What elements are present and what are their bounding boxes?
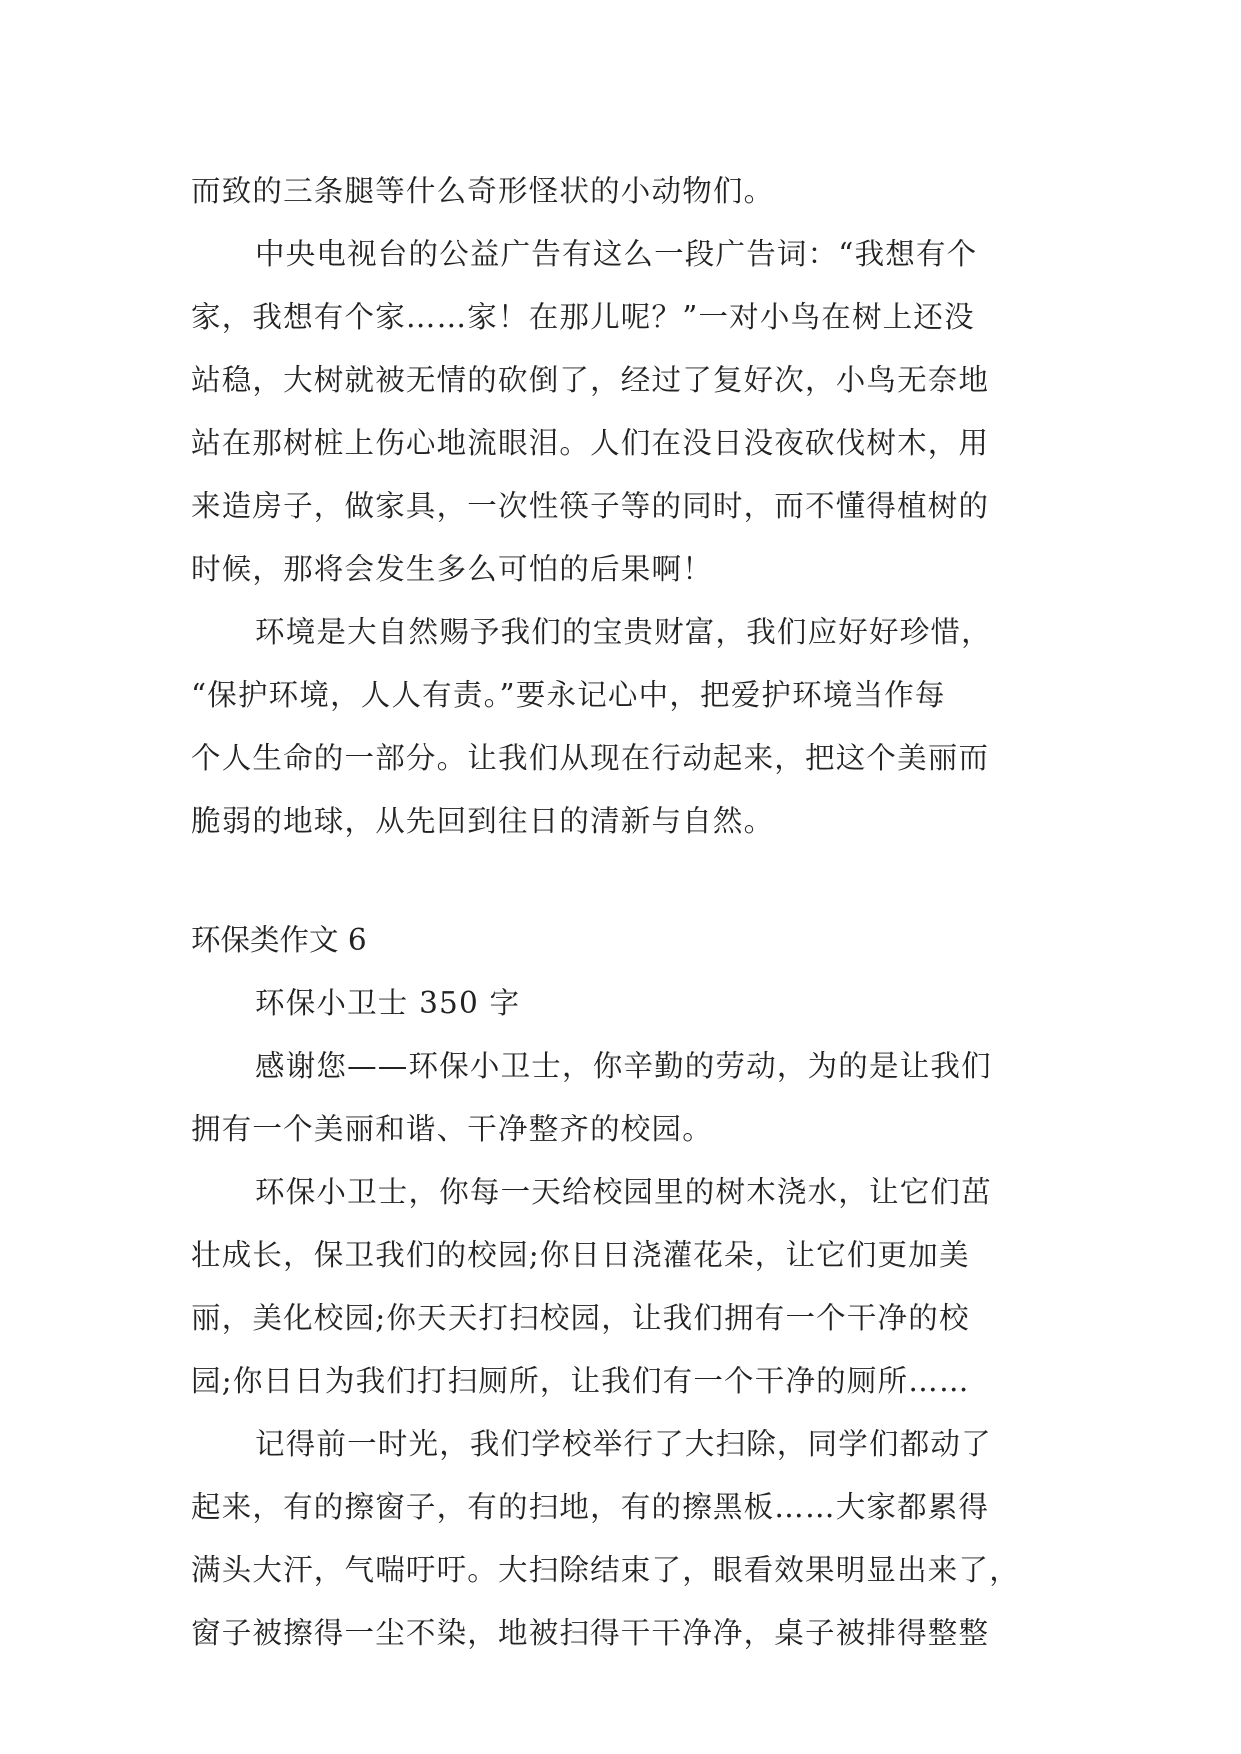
paragraph-line: 感谢您——环保小卫士，你辛勤的劳动，为的是让我们 bbox=[255, 1049, 992, 1083]
section-title: 环保类作文 6 bbox=[191, 923, 367, 957]
paragraph-line: 脆弱的地球，从先回到往日的清新与自然。 bbox=[191, 804, 775, 838]
paragraph-line: 站在那树桩上伤心地流眼泪。人们在没日没夜砍伐树木，用 bbox=[191, 426, 990, 460]
paragraph-line: 来造房子，做家具，一次性筷子等的同时，而不懂得植树的 bbox=[191, 489, 990, 523]
paragraph-line: 起来，有的擦窗子，有的扫地，有的擦黑板……大家都累得 bbox=[191, 1490, 990, 1524]
paragraph-line: 而致的三条腿等什么奇形怪状的小动物们。 bbox=[191, 174, 775, 208]
document-body bbox=[191, 160, 1051, 1665]
paragraph-line: 拥有一个美丽和谐、干净整齐的校园。 bbox=[191, 1112, 713, 1146]
paragraph-line: 家，我想有个家……家！在那儿呢？”一对小鸟在树上还没 bbox=[191, 300, 975, 334]
paragraph-line: 个人生命的一部分。让我们从现在行动起来，把这个美丽而 bbox=[191, 741, 990, 775]
paragraph-line: 时候，那将会发生多么可怕的后果啊！ bbox=[191, 552, 713, 586]
paragraph-line: 环保小卫士，你每一天给校园里的树木浇水，让它们茁 bbox=[255, 1175, 992, 1209]
paragraph-line: “保护环境，人人有责。”要永记心中，把爱护环境当作每 bbox=[191, 678, 946, 712]
paragraph-line: 窗子被擦得一尘不染，地被扫得干干净净，桌子被排得整整 bbox=[191, 1616, 990, 1650]
paragraph-line: 中央电视台的公益广告有这么一段广告词：“我想有个 bbox=[255, 237, 978, 271]
paragraph-line: 满头大汗，气喘吁吁。大扫除结束了，眼看效果明显出来了， bbox=[191, 1553, 1020, 1587]
paragraph-line: 环境是大自然赐予我们的宝贵财富，我们应好好珍惜， bbox=[255, 615, 992, 649]
paragraph-line: 园;你日日为我们打扫厕所，让我们有一个干净的厕所…… bbox=[191, 1364, 970, 1398]
paragraph-line: 站稳，大树就被无情的砍倒了，经过了复好次，小鸟无奈地 bbox=[191, 363, 990, 397]
essay-title: 环保小卫士 350 字 bbox=[255, 986, 521, 1020]
paragraph-line: 丽，美化校园;你天天打扫校园，让我们拥有一个干净的校 bbox=[191, 1301, 970, 1335]
paragraph-line: 壮成长，保卫我们的校园;你日日浇灌花朵，让它们更加美 bbox=[191, 1238, 970, 1272]
paragraph-line: 记得前一时光，我们学校举行了大扫除，同学们都动了 bbox=[255, 1427, 992, 1461]
section-spacer bbox=[191, 853, 1051, 909]
